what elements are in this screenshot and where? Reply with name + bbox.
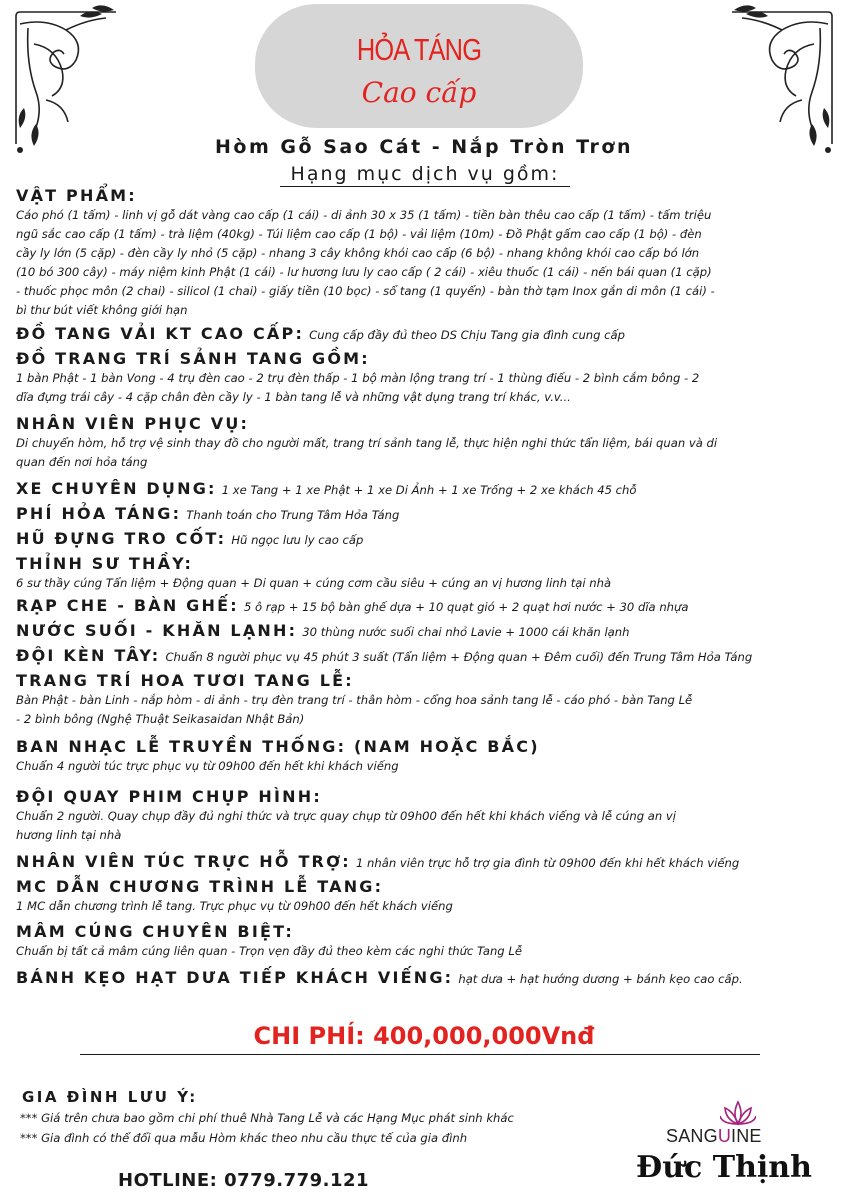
section-detail: 1 nhân viên trực hỗ trợ gia đình từ 09h00 đến khi hết khách viếng — [355, 856, 740, 870]
section-detail-line: Bàn Phật - bàn Linh - nắp hòm - di ảnh - trụ đèn trang trí - thân hòm - cổng hoa sảnh tang lễ - cáo phó - bàn Tang Lễ — [16, 693, 693, 707]
section-detail-line: cầy ly lớn (5 cặp) - đèn cầy ly nhỏ (5 cặp) - nhang 3 cây không khói cao cấp (6 bộ) - nhang không khói cao cấp bó lớn — [16, 246, 700, 260]
service-section — [16, 621, 846, 642]
service-section — [16, 852, 846, 873]
notes-title: GIA ĐÌNH LƯU Ý: — [22, 1088, 198, 1106]
service-section — [16, 529, 846, 550]
service-section — [16, 596, 846, 617]
hotline: HOTLINE: 0779.779.121 — [118, 1170, 370, 1191]
section-title: ĐỒ TANG VẢI KT CAO CẤP: — [16, 324, 305, 343]
section-detail-line: Chuẩn bị tất cả mâm cúng liên quan - Trọn vẹn đầy đủ theo kèm các nghi thức Tang Lễ — [16, 944, 522, 958]
section-detail: hạt dưa + hạt hướng dương + bánh kẹo cao cấp. — [458, 972, 743, 986]
section-title: MC DẪN CHƯƠNG TRÌNH LỄ TANG: — [16, 877, 384, 896]
corner-ornament-icon — [6, 4, 126, 154]
section-title: THỈNH SƯ THẦY: — [16, 554, 194, 573]
section-detail: 1 xe Tang + 1 xe Phật + 1 xe Di Ảnh + 1 xe Trống + 2 xe khách 45 chỗ — [221, 483, 637, 497]
section-title: ĐỘI QUAY PHIM CHỤP HÌNH: — [16, 787, 322, 806]
service-heading: Hạng mục dịch vụ gồm: — [280, 163, 570, 187]
total-cost: CHI PHÍ: 400,000,000Vnđ — [253, 1022, 595, 1050]
service-section — [16, 922, 846, 961]
section-detail-line: 6 sư thầy cúng Tẩn liệm + Động quan + Di quan + cúng cơm cầu siêu + cúng an vị hương linh tại nhà — [16, 576, 612, 590]
divider — [80, 1054, 760, 1055]
section-detail-line: Cáo phó (1 tấm) - linh vị gỗ dát vàng cao cấp (1 cái) - di ảnh 30 x 35 (1 tấm) - tiền bàn thêu cao cấp (1 tấm) - tấm triệu — [16, 208, 712, 222]
section-detail-line: 1 bàn Phật - 1 bàn Vong - 4 trụ đèn cao - 2 trụ đèn thấp - 1 bộ màn lộng trang trí - 1 thùng điếu - 2 bình cắm bông - 2 — [16, 371, 700, 385]
section-detail-line: ngũ sắc cao cấp (1 tấm) - trà liệm (40kg) - Túi liệm cao cấp (1 bộ) - vải liệm (10m) - Đồ Phật gấm cao cấp (1 bộ) - đèn — [16, 227, 702, 241]
note-line: *** Giá trên chưa bao gồm chi phí thuê Nhà Tang Lễ và các Hạng Mục phát sinh khác — [20, 1111, 514, 1125]
section-title: PHÍ HỎA TÁNG: — [16, 504, 182, 523]
corner-ornament-icon — [722, 4, 842, 154]
section-title: MÂM CÚNG CHUYÊN BIỆT: — [16, 922, 294, 941]
service-section — [16, 324, 846, 345]
section-detail-line: Di chuyển hòm, hỗ trợ vệ sinh thay đồ cho người mất, trang trí sảnh tang lễ, thực hiện nghi thức tẩn liệm, bái quan và di — [16, 436, 718, 450]
section-detail-line: hương linh tại nhà — [16, 828, 122, 842]
service-section — [16, 349, 846, 407]
section-title: ĐỒ TRANG TRÍ SẢNH TANG GỒM: — [16, 349, 370, 368]
section-title: BAN NHẠC LỄ TRUYỀN THỐNG: (NAM HOẶC BẮC) — [16, 737, 540, 756]
service-section — [16, 646, 846, 667]
section-title: XE CHUYÊN DỤNG: — [16, 479, 217, 498]
banner-subtitle: Cao cấp — [361, 76, 477, 109]
note-line: *** Gia đình có thể đổi qua mẫu Hòm khác theo nhu cầu thực tế của gia đình — [20, 1131, 468, 1145]
section-detail-line: dĩa đựng trái cây - 4 cặp chân đèn cầy ly - 1 bàn tang lễ và những vật dụng trang trí khác, v.v... — [16, 390, 571, 404]
section-detail: Hũ ngọc lưu ly cao cấp — [231, 533, 364, 547]
section-detail-line: (10 bó 300 cây) - máy niệm kinh Phật (1 cái) - lư hương lưu ly cao cấp ( 2 cái) - xiêu thuốc (1 cái) - nến bái quan (1 cặp) — [16, 265, 712, 279]
section-title: HŨ ĐỰNG TRO CỐT: — [16, 529, 227, 548]
section-title: ĐỘI KÈN TÂY: — [16, 646, 161, 665]
section-title: NHÂN VIÊN TÚC TRỰC HỖ TRỢ: — [16, 852, 351, 871]
section-detail-line: Chuẩn 4 người túc trực phục vụ từ 09h00 đến hết khi khách viếng — [16, 759, 399, 773]
section-detail-line: quan đến nơi hỏa táng — [16, 455, 148, 469]
section-detail-line: bì thư bút viết không giới hạn — [16, 303, 188, 317]
service-section — [16, 787, 846, 845]
service-section — [16, 186, 846, 320]
service-section — [16, 479, 846, 500]
service-section — [16, 671, 846, 729]
service-section — [16, 877, 846, 916]
section-detail-line: Chuẩn 2 người. Quay chụp đầy đủ nghi thức và trực quay chụp từ 09h00 đến hết khi khách viếng và lễ cúng an vị — [16, 809, 677, 823]
section-title: NHÂN VIÊN PHỤC VỤ: — [16, 414, 250, 433]
section-title: NƯỚC SUỐI - KHĂN LẠNH: — [16, 621, 298, 640]
product-heading: Hòm Gỗ Sao Cát - Nắp Tròn Trơn — [215, 136, 633, 158]
section-detail-line: - thuốc phọc môn (2 chai) - silicol (1 chai) - giấy tiền (10 bọc) - sổ tang (1 quyển) - bàn thờ tạm Inox gắn di môn (1 cái) - — [16, 284, 715, 298]
section-title: RẠP CHE - BÀN GHẾ: — [16, 596, 239, 615]
brand-logo — [630, 1100, 830, 1195]
section-detail: Thanh toán cho Trung Tâm Hỏa Táng — [186, 508, 400, 522]
service-section — [16, 968, 846, 989]
service-section — [16, 504, 846, 525]
service-section — [16, 737, 846, 776]
brand-name: SANGUINE — [666, 1126, 762, 1146]
company-name: Đức Thịnh — [636, 1150, 812, 1185]
banner-title: HỎA TÁNG — [356, 32, 482, 67]
section-detail: Cung cấp đầy đủ theo DS Chịu Tang gia đình cung cấp — [309, 328, 626, 342]
lotus-logo-icon — [720, 1100, 756, 1126]
section-detail-line: 1 MC dẫn chương trình lễ tang. Trực phục vụ từ 09h00 đến hết khách viếng — [16, 899, 453, 913]
section-title: BÁNH KẸO HẠT DƯA TIẾP KHÁCH VIẾNG: — [16, 968, 454, 987]
service-section — [16, 414, 846, 472]
title-banner — [255, 4, 583, 128]
service-section — [16, 554, 846, 593]
section-detail: 5 ô rạp + 15 bộ bàn ghế dựa + 10 quạt gió + 2 quạt hơi nước + 30 dĩa nhựa — [243, 600, 689, 614]
section-title: TRANG TRÍ HOA TƯƠI TANG LỄ: — [16, 671, 354, 690]
section-detail-line: - 2 bình bông (Nghệ Thuật Seikasaidan Nhật Bản) — [16, 712, 305, 726]
section-title: VẬT PHẨM: — [16, 186, 137, 205]
section-detail: 30 thùng nước suối chai nhỏ Lavie + 1000 cái khăn lạnh — [302, 625, 630, 639]
section-detail: Chuẩn 8 người phục vụ 45 phút 3 suất (Tẩn liệm + Động quan + Đêm cuối) đến Trung Tâm Hỏa Táng — [165, 650, 753, 664]
